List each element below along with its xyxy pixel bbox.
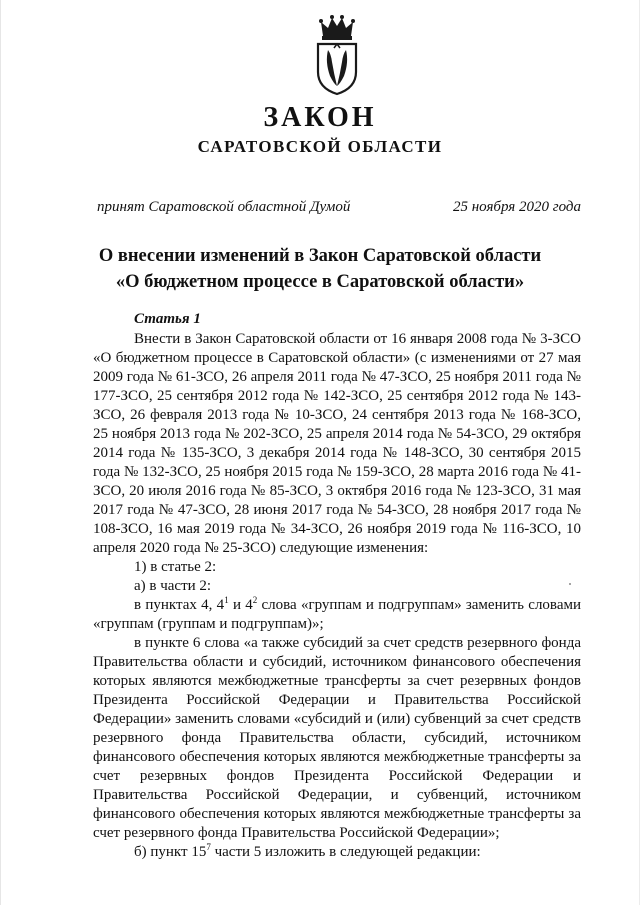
adopted-by: принят Саратовской областной Думой	[97, 199, 351, 215]
item-b-text-b: части 5 изложить в следующей редакции:	[210, 844, 481, 860]
points-text-a: в пунктах 4, 4	[134, 597, 225, 613]
superscript-7: 7	[206, 842, 211, 852]
document-title-line-2: «О бюджетном процессе в Саратовской области»	[115, 272, 525, 292]
adoption-date: 25 ноября 2020 года	[452, 199, 581, 215]
paragraph-points-4	[93, 596, 581, 634]
item-1: 1) в статье 2:	[134, 559, 217, 575]
coat-of-arms-icon	[313, 14, 361, 96]
document-title	[61, 243, 579, 295]
article-heading: Статья 1	[134, 311, 201, 327]
law-title: ЗАКОН	[263, 102, 377, 133]
article-intro: Внести в Закон Саратовской области от 16 января 2008 года № 3-ЗСО «О бюджетном процессе в Саратовской области» (с изменениями от 27 мая 2009 года № 61-ЗСО, 26 апреля 2011 года № 47-ЗСО, 25 ноября 2011 года № 177-ЗСО, 25 сентября 2012 года № 142-ЗСО, 25 сентября 2012 года № 143-ЗСО, 26 февраля 2013 года № 10-ЗСО, 24 сентября 2013 года № 168-ЗСО, 25 ноября 2013 года № 202-ЗСО, 25 апреля 2014 года № 54-ЗСО, 29 октября 2014 года № 135-ЗСО, 3 декабря 2014 года № 148-ЗСО, 30 сентября 2015 года № 132-ЗСО, 25 ноября 2015 года № 159-ЗСО, 28 марта 2016 года № 41-ЗСО, 20 июля 2016 года № 85-ЗСО, 3 октября 2016 года № 123-ЗСО, 31 мая 2017 года № 47-ЗСО, 28 июня 2017 года № 54-ЗСО, 28 ноября 2017 года № 108-ЗСО, 16 мая 2019 года № 34-ЗСО, 26 ноября 2019 года № 116-ЗСО, 10 апреля 2020 года № 25-ЗСО) следующие изменения:	[93, 331, 581, 556]
superscript-2: 2	[252, 595, 258, 605]
paragraph-point-6: в пункте 6 слова «а также субсидий за счет средств резервного фонда Правительства области и субсидий, источником финансового обеспечения которых являются межбюджетные трансферты за счет резервных фондов Президента Российской Федерации и Правительства Российской Федерации» заменить словами «субсидий и (или) субвенций за счет средств резервного фонда Правительства области, субсидий, источником финансового обеспечения которых являются межбюджетные трансферты за счет резервных фондов Президента Российской Федерации и Правительства Российской Федерации, и субвенций, источником финансового обеспечения которых являются межбюджетные трансферты за счет резервного фонда Правительства Российской Федерации»;	[93, 635, 581, 841]
article-body	[93, 330, 581, 862]
item-b-text-a: б) пункт 15	[134, 844, 207, 860]
scan-speck	[569, 583, 571, 585]
adoption-line	[97, 199, 581, 216]
document-title-line-1: О внесении изменений в Закон Саратовской области	[98, 246, 542, 266]
region-title: САРАТОВСКОЙ ОБЛАСТИ	[197, 137, 443, 156]
points-text-b: и 4	[228, 597, 253, 613]
points-text-c: слова «группам и подгруппам» заменить словами «группам (группам и подгруппам)»;	[93, 597, 581, 632]
superscript-1: 1	[224, 595, 229, 605]
item-1-a: а) в части 2:	[134, 578, 212, 594]
item-1-b	[93, 843, 581, 862]
